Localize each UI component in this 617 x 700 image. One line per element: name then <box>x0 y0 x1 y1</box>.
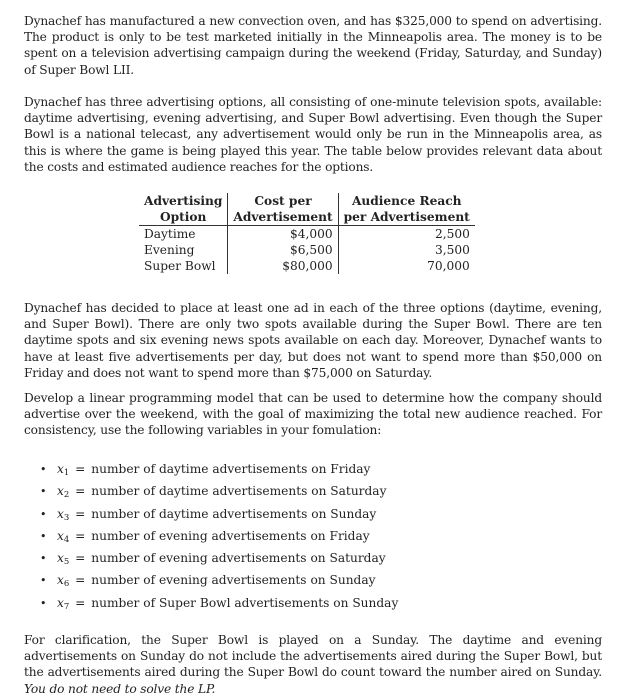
list-item <box>40 461 398 483</box>
variable-index: 6 <box>63 579 70 590</box>
equals-sign: = <box>75 506 86 521</box>
table-row <box>139 258 475 274</box>
bullet-icon: • <box>40 552 47 566</box>
header-audience-reach <box>338 193 475 226</box>
variable-index: 1 <box>63 468 70 478</box>
variable-index: 7 <box>63 601 70 612</box>
task-paragraph: Develop a linear programming model that can be used to determine how the company should advertise over the weekend, with the goal of maximizing the total new audience reached. For consistency, use the following variables in your fomulation: <box>24 391 602 438</box>
option-cell: Daytime <box>144 227 196 241</box>
table-header-row <box>139 193 475 226</box>
variable-description: number of daytime advertisements on Sunday <box>91 506 377 521</box>
variable-description: number of daytime advertisements on Friday <box>91 462 371 476</box>
bullet-icon: • <box>40 507 47 521</box>
clarification-note: You do not need to solve the LP. <box>24 681 216 696</box>
variable-description: number of evening advertisements on Saturday <box>91 551 386 566</box>
list-item <box>40 572 398 594</box>
header-line: Advertising <box>144 194 223 208</box>
reach-cell: 70,000 <box>338 258 475 274</box>
header-line: Option <box>159 210 207 224</box>
table-row <box>139 226 475 243</box>
variable-symbol: x <box>57 551 64 566</box>
option-cell: Evening <box>144 243 195 257</box>
option-cell: Super Bowl <box>144 259 216 273</box>
bullet-icon: • <box>40 529 47 543</box>
variable-symbol: x <box>57 506 64 521</box>
header-line: Audience Reach <box>351 194 462 208</box>
table-row <box>139 242 475 258</box>
bullet-icon: • <box>40 596 47 610</box>
variable-description: number of daytime advertisements on Saturday <box>91 484 387 499</box>
list-item <box>40 528 398 550</box>
header-line: Cost per <box>254 194 312 208</box>
variable-index: 3 <box>63 512 70 523</box>
equals-sign: = <box>75 595 86 610</box>
variable-symbol: x <box>57 462 64 476</box>
equals-sign: = <box>75 573 86 588</box>
cost-cell: $4,000 <box>228 226 338 243</box>
equals-sign: = <box>75 484 86 499</box>
list-item <box>40 550 398 572</box>
advertising-options-table <box>139 193 475 274</box>
header-advertising-option <box>139 193 228 226</box>
cost-cell: $80,000 <box>228 258 338 274</box>
variable-symbol: x <box>57 484 64 499</box>
variable-symbol: x <box>57 528 64 543</box>
bullet-icon: • <box>40 463 47 476</box>
header-cost-per-ad <box>228 193 338 226</box>
clarification-text: For clarification, the Super Bowl is played on a Sunday. The daytime and evening advertisements on Sunday do not include the advertisements aired during the Super Bowl, but the advertisements aired during the Super Bowl do count toward the number aired on Sunday. <box>24 633 602 680</box>
equals-sign: = <box>75 528 86 543</box>
constraints-paragraph: Dynachef has decided to place at least one ad in each of the three options (daytime, evening, and Super Bowl). There are only two spots available during the Super Bowl. There are ten daytime spots and six evening news spots available on each day. Moreover, Dynachef wants to have at least five advertisements per day, but does not want to spend more than $50,000 on Friday and does not want to spend more than $75,000 on Saturday. <box>24 301 602 380</box>
variable-index: 5 <box>63 557 70 568</box>
variable-symbol: x <box>57 573 64 588</box>
cost-cell: $6,500 <box>228 242 338 258</box>
options-paragraph: Dynachef has three advertising options, all consisting of one-minute television spots, available: daytime advertising, evening advertising, and Super Bowl advertising. Even though the Super Bowl is a national telecast, any advertisement would only be run in the Minneapolis area, as this is where the game is being played this year. The table below provides relevant data about the costs and estimated audience reaches for the options. <box>24 95 602 174</box>
bullet-icon: • <box>40 574 47 588</box>
variable-description: number of evening advertisements on Friday <box>91 528 370 543</box>
clarification-paragraph <box>24 632 602 697</box>
list-item <box>40 483 398 505</box>
header-line: per Advertisement <box>343 210 470 224</box>
equals-sign: = <box>75 551 86 566</box>
list-item <box>40 506 398 528</box>
variable-symbol: x <box>57 595 64 610</box>
variable-list <box>40 461 398 617</box>
bullet-icon: • <box>40 485 47 499</box>
variable-index: 2 <box>63 490 70 501</box>
reach-cell: 3,500 <box>338 242 475 258</box>
reach-cell: 2,500 <box>338 226 475 243</box>
list-item <box>40 595 398 617</box>
variable-description: number of evening advertisements on Sunday <box>91 573 376 588</box>
variable-index: 4 <box>63 534 70 545</box>
equals-sign: = <box>75 462 86 476</box>
variable-description: number of Super Bowl advertisements on Sunday <box>91 595 399 610</box>
header-line: Advertisement <box>233 210 333 224</box>
intro-paragraph: Dynachef has manufactured a new convection oven, and has $325,000 to spend on advertising. The product is only to be test marketed initially in the Minneapolis area. The money is to be spent on a television advertising campaign during the weekend (Friday, Saturday, and Sunday) of Super Bowl LII. <box>24 14 602 77</box>
